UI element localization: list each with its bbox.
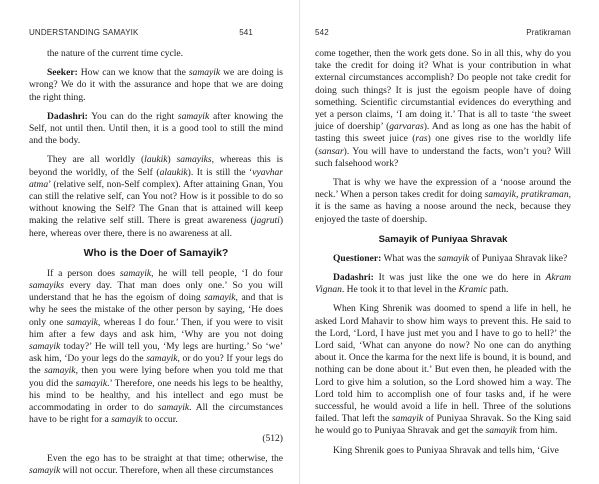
italic-term: samayik	[484, 189, 516, 201]
text-run: come together, then the work gets done. So in all this, why do you take the credit for doing it? What is your contribution in what external circumstances accomplish? Do people not take credit for doing such things? It is just the egoism people have of doing something. Scientific circumstantial evidences do everything and yet a person claims, ‘I am doing it.’ That is all to taste ‘the sweet juice of doership’ (	[315, 48, 571, 133]
paragraph	[315, 445, 571, 457]
text-run: ’ (relative self, non-Self complex). After attaining Gnan, You can still the relative self, can You not? How is it possible to do so without knowing the Self? The Gnan that is attained will keep making the relative self still. There is great awareness (	[29, 178, 283, 227]
running-head-title: Pratikraman	[526, 28, 571, 37]
italic-term: samayik	[177, 110, 210, 122]
text-run: of Puniyaa Shravak like?	[469, 252, 568, 264]
paragraph	[29, 48, 283, 60]
right-page-body	[315, 48, 571, 457]
italic-term: samayik	[29, 341, 61, 353]
italic-term: samayik	[188, 67, 221, 79]
section-heading: Samayik of Puniyaa Shravak	[378, 233, 508, 245]
text-run: path.	[487, 284, 509, 296]
italic-term: samayiks	[29, 280, 64, 292]
reference-number: (512)	[262, 433, 283, 445]
italic-term: pratikraman	[520, 189, 569, 201]
italic-term: Akram Vignan	[315, 272, 571, 296]
right-running-head	[315, 28, 571, 42]
text-run: after knowing the Self, not until then. Until then, it is a good tool to still the mind and the body.	[29, 110, 283, 147]
italic-term: laukik	[144, 154, 168, 166]
paragraph	[29, 453, 283, 477]
text-run: the nature of the current time cycle.	[47, 48, 183, 59]
speaker-label: Seeker:	[47, 67, 78, 79]
paragraph	[315, 303, 571, 437]
text-run: ,	[515, 189, 521, 201]
text-run: every day. That man does only one.’ So you will understand that he has the egoism of doing	[29, 280, 283, 304]
text-run: It was just like the one we do here in	[373, 272, 546, 284]
italic-term: samayik	[66, 316, 98, 328]
left-paragraphs	[29, 48, 283, 240]
text-run: , it is the same as having a noose around the neck, because they enjoyed the taste of doership.	[315, 189, 571, 225]
italic-term: alaukik	[159, 166, 188, 178]
right-page	[300, 0, 599, 484]
text-run: ). It is still the ‘	[187, 166, 253, 178]
italic-term: samayik	[44, 365, 76, 377]
text-run: , then you were lying before when you told me that you did the	[29, 365, 283, 389]
text-run: , whereas I do four.’ Then, if you were to visit him after a few days and ask him, ‘Why are you not doing	[29, 316, 283, 340]
text-run: If a person does	[47, 267, 120, 279]
text-run: )	[167, 154, 177, 166]
page-number: 541	[239, 28, 253, 37]
text-run: we are doing is wrong? We do it with the assurance and hope that we are doing the right thing.	[29, 67, 284, 103]
text-run: ). You will have to understand the facts, won’t you? Will such falsehood work?	[315, 145, 571, 169]
paragraph	[29, 154, 283, 239]
page-number: 542	[315, 28, 329, 37]
speaker-label: Dadashri:	[47, 110, 88, 122]
italic-term: jagruti	[253, 215, 280, 227]
italic-term: samayiks	[176, 154, 212, 166]
text-run: That is why we have the expression of a ‘noose around the neck.’ When a person takes credit for doing	[315, 177, 571, 201]
text-run: . He took it to that level in the	[341, 284, 459, 296]
paragraph	[315, 272, 571, 296]
paragraph	[29, 67, 283, 104]
text-run: ) one gives rise to the worldly life (	[315, 133, 571, 157]
text-run: ) here, whereas over there, there is no awareness at all.	[29, 215, 283, 239]
left-page-body	[29, 48, 283, 477]
italic-term: samayik	[391, 413, 424, 425]
right-paragraphs	[315, 48, 571, 226]
paragraph	[29, 111, 283, 148]
text-run: to occur.	[142, 414, 178, 426]
text-run: , or do you? If your legs do the	[29, 353, 283, 377]
italic-term: samayik	[119, 267, 152, 279]
italic-term: garvaras	[389, 121, 424, 133]
text-run: , he will tell people, ‘I do four	[151, 267, 283, 279]
text-run: King Shrenik goes to Puniyaa Shravak and tells him, ‘Give	[333, 444, 559, 456]
text-run: today?’ He will tell you, ‘My legs are hurting.’ So ‘we’ ask him, ‘Do your legs do the	[29, 341, 283, 365]
text-run: ). And as long as one has the habit of tasting this sweet juice (	[315, 121, 571, 145]
italic-term: Kramic	[458, 284, 488, 296]
section-heading: Who is the Doer of Samayik?	[83, 246, 229, 259]
text-run: .’ Therefore, one needs his legs to be healthy, his mind to be healthy, and his intellect and ego must be accommodating in order to do	[29, 377, 284, 414]
paragraph	[315, 253, 571, 265]
italic-term: ras	[415, 133, 428, 145]
text-run: You can do the right	[87, 110, 178, 122]
text-run: . All the circumstances have to be right for a	[29, 402, 283, 426]
speaker-label: Questioner:	[333, 252, 382, 264]
text-run: Even the ego has to be straight at that time; otherwise, the	[47, 452, 283, 464]
text-run: What was the	[381, 252, 438, 264]
italic-term: samayik	[146, 353, 178, 365]
text-run: will not occur. Therefore, when all these circumstances	[60, 464, 274, 476]
text-run: from him.	[516, 425, 558, 437]
text-run: They are all worldly (	[47, 154, 145, 166]
left-closing-paragraph	[29, 453, 283, 477]
text-run: of Puniyaa Shravak. So the King said he would go to Puniyaa Shravak and get the	[315, 413, 572, 437]
right-paragraphs-after-heading	[315, 253, 571, 457]
speaker-label: Dadashri:	[333, 272, 374, 284]
italic-term: sansar	[318, 145, 344, 157]
italic-term: samayik	[485, 425, 517, 437]
text-run: How can we know that the	[77, 67, 189, 79]
paragraph	[29, 268, 283, 427]
text-run: , and that is why he sees the mistake of the other person by saying, ‘He does only one	[29, 292, 283, 328]
text-run: When King Shrenik was doomed to spend a life in hell, he asked Lord Mahavir to show him ways to prevent this. He said to the Lord, ‘Lord, I have just met you and I have to go to hell?’ the Lord said, ‘What can anyone do now? No one can do anything about it. Once the karma for the next life is bound, it is bound, and nothing can be done about it.’ But even then, he pleaded with the Lord to give him a solution, so the Lord showed him a way. The Lord told him to accomplish one of four tasks and, if he were successful, he would avoid a life in hell. Three of the solutions failed. That left the	[315, 303, 571, 425]
running-head-title: UNDERSTANDING SAMAYIK	[29, 28, 139, 37]
italic-term: samayik	[29, 464, 61, 476]
left-paragraphs-after-heading	[29, 268, 283, 427]
italic-term: samayik	[111, 414, 143, 426]
italic-term: samayik	[75, 377, 108, 389]
italic-term: samayik	[437, 252, 470, 264]
paragraph	[315, 48, 571, 170]
italic-term: samayik	[204, 292, 236, 304]
left-running-head	[29, 28, 283, 42]
italic-term: samayik	[157, 402, 190, 414]
paragraph	[315, 177, 571, 226]
italic-term: vyavhar atma	[29, 166, 283, 190]
text-run: , whereas this is beyond the worldly, of the Self (	[29, 154, 283, 178]
